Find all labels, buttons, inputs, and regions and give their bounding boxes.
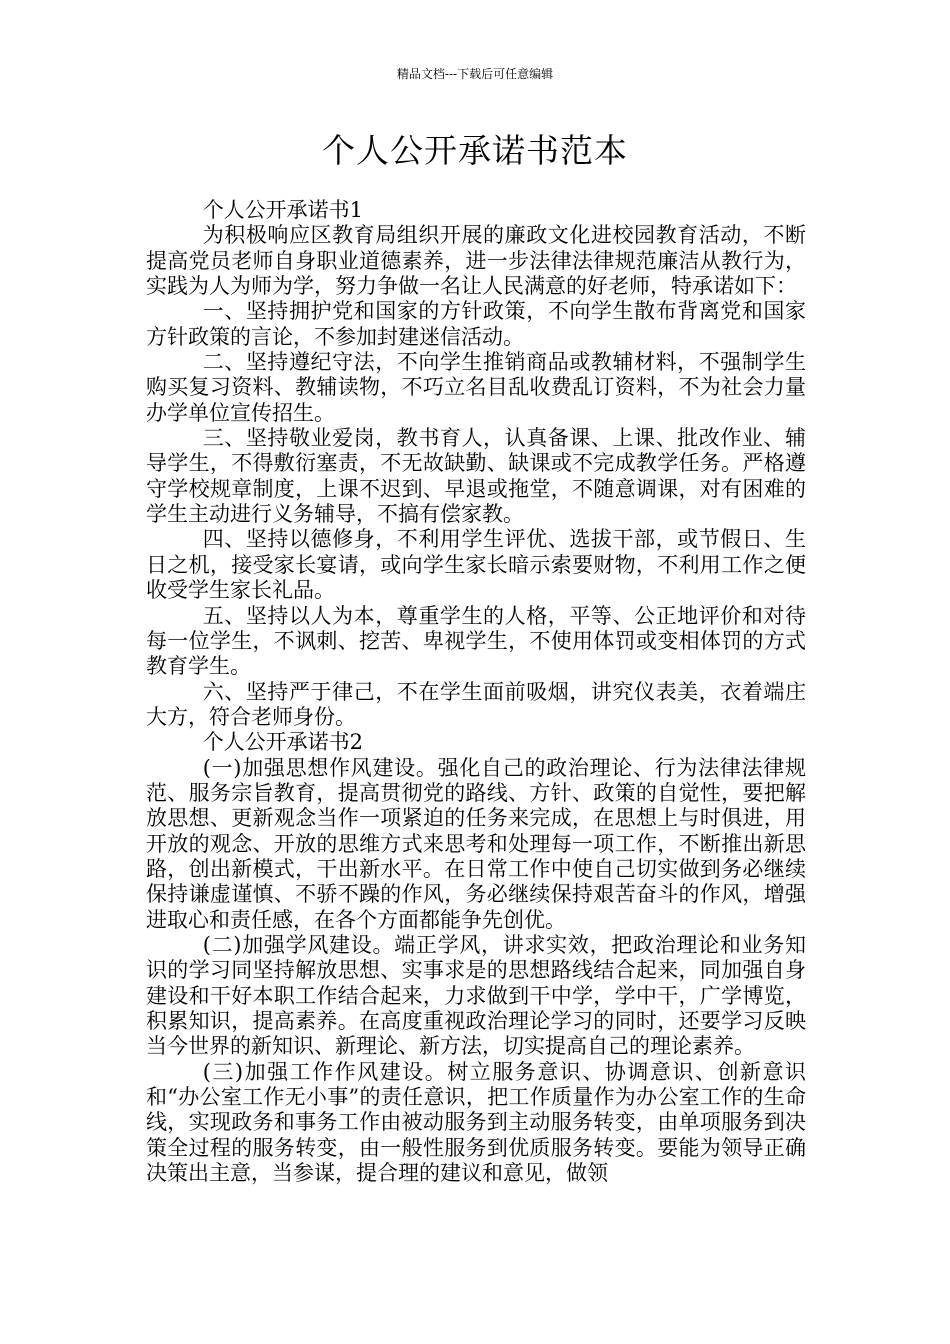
paragraph: 为积极响应区教育局组织开展的廉政文化进校园教育活动，不断提高党员老师自身职业道德素养，进一步法律法律规范廉洁从教行为，实践为人为师为学，努力争做一名让人民满意的好老师，特承诺如下： [146, 223, 806, 299]
header-note: 精品文档---下载后可任意编辑 [396, 67, 554, 81]
paragraph: (二)加强学风建设。端正学风，讲求实效，把政治理论和业务知识的学习同坚持解放思想、实事求是的思想路线结合起来，同加强自身建设和干好本职工作结合起来，力求做到干中学，学中干，广学博览，积累知识，提高素养。在高度重视政治理论学习的同时，还要学习反映当今世界的新知识、新理论、新方法，切实提高自己的理论素养。 [146, 932, 806, 1059]
paragraph: 二、坚持遵纪守法，不向学生推销商品或教辅材料，不强制学生购买复习资料、教辅读物，不巧立名目乱收费乱订资料，不为社会力量办学单位宣传招生。 [146, 350, 806, 425]
section-heading-2: 个人公开承诺书2 [202, 730, 364, 755]
section-heading-1: 个人公开承诺书1 [202, 198, 364, 222]
paragraph: 五、坚持以人为本，尊重学生的人格，平等、公正地评价和对待每一位学生，不讽刺、挖苦、卑视学生，不使用体罚或变相体罚的方式教育学生。 [146, 603, 806, 679]
paragraph: 六、坚持严于律己，不在学生面前吸烟，讲究仪表美，衣着端庄大方，符合老师身份。 [146, 679, 806, 729]
document-title: 个人公开承诺书范本 [322, 131, 628, 170]
paragraph: 四、坚持以德修身，不利用学生评优、选拔干部，或节假日、生日之机，接受家长宴请，或向学生家长暗示索要财物，不利用工作之便收受学生家长礼品。 [146, 527, 806, 603]
document-body [146, 198, 806, 1186]
paragraph: (一)加强思想作风建设。强化自己的政治理论、行为法律法律规范、服务宗旨教育，提高贯彻党的路线、方针、政策的自觉性，要把解放思想、更新观念当作一项紧迫的任务来完成，在思想上与时俱进，用开放的观念、开放的思维方式来思考和处理每一项工作，不断推出新思路，创出新模式，干出新水平。在日常工作中使自己切实做到务必继续保持谦虚谨慎、不骄不躁的作风，务必继续保持艰苦奋斗的作风，增强进取心和责任感，在各个方面都能争先创优。 [146, 755, 806, 932]
paragraph: (三)加强工作作风建设。树立服务意识、协调意识、创新意识和“办公室工作无小事”的责任意识，把工作质量作为办公室工作的生命线，实现政务和事务工作由被动服务到主动服务转变，由单项服务到决策全过程的服务转变，由一般性服务到优质服务转变。要能为领导正确决策出主意，当参谋，提合理的建议和意见，做领 [146, 1059, 806, 1186]
paragraph: 一、坚持拥护党和国家的方针政策，不向学生散布背离党和国家方针政策的言论，不参加封建迷信活动。 [146, 299, 806, 349]
paragraph: 三、坚持敬业爱岗，教书育人，认真备课、上课、批改作业、辅导学生，不得敷衍塞责，不无故缺勤、缺课或不完成教学任务。严格遵守学校规章制度，上课不迟到、早退或拖堂，不随意调课，对有困难的学生主动进行义务辅导，不搞有偿家教。 [146, 426, 806, 527]
